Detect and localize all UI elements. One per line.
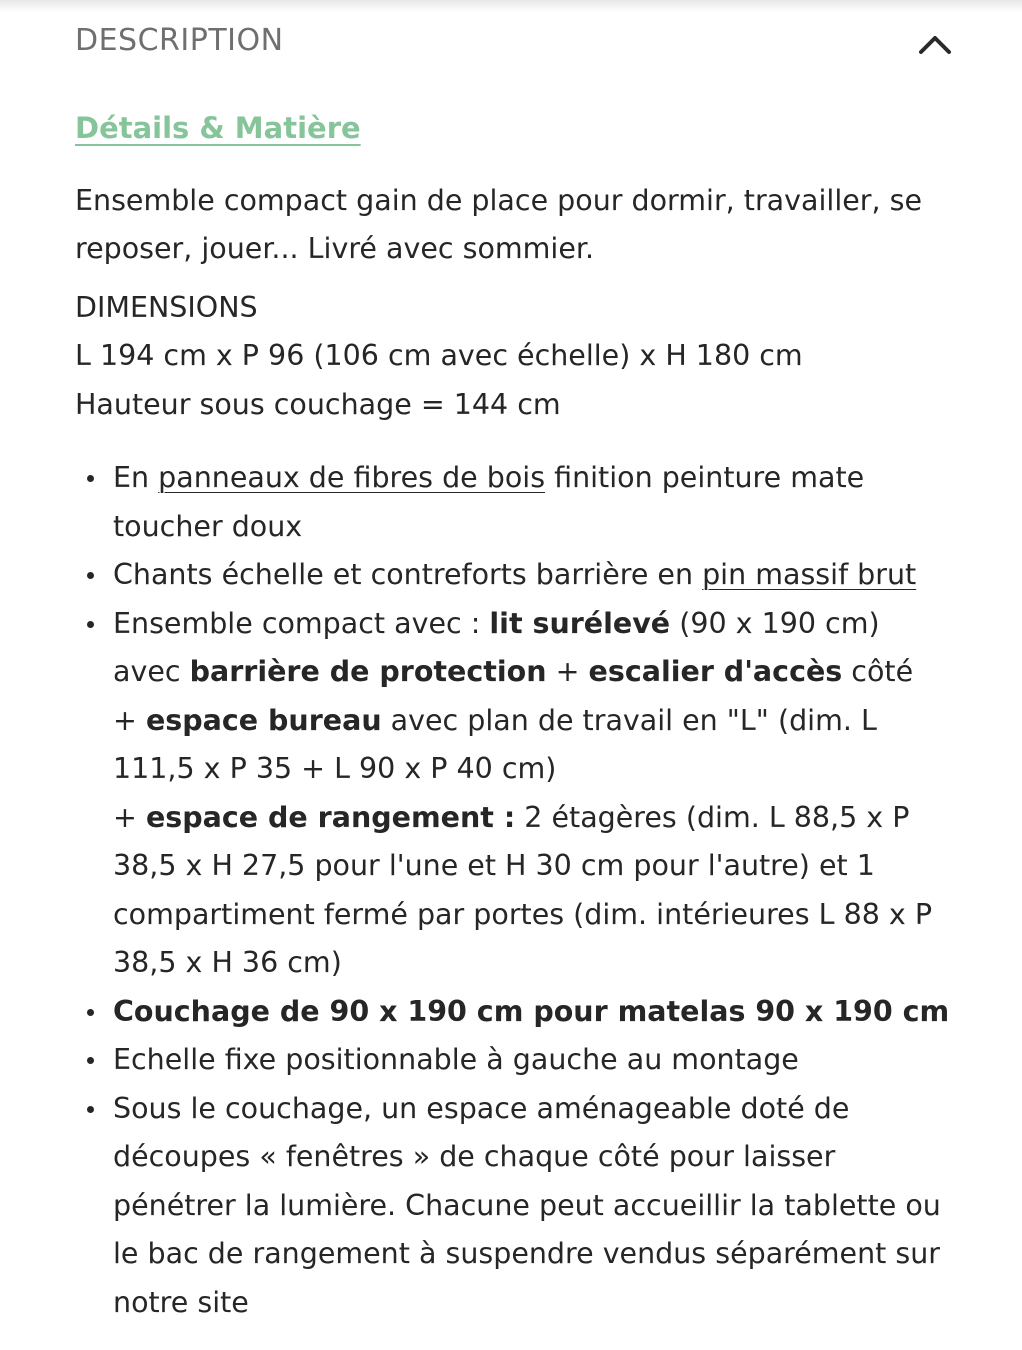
wood-fiber-link[interactable]: panneaux de fibres de bois xyxy=(158,461,546,494)
feature-text: finition peinture mate toucher doux xyxy=(113,461,865,543)
list-item xyxy=(113,1036,955,1085)
list-item xyxy=(113,551,955,600)
feature-bold: barrière de protection xyxy=(189,655,547,688)
intro-paragraph xyxy=(75,177,955,274)
feature-text: Echelle fixe positionnable à gauche au montage xyxy=(113,1043,799,1076)
top-bar-shadow xyxy=(0,0,1022,12)
intro-line: Ensemble compact gain de place pour dormir, travailler, se xyxy=(75,183,922,217)
list-item xyxy=(113,1085,955,1328)
section-title: DESCRIPTION xyxy=(75,23,284,58)
intro-line: reposer, jouer... Livré avec sommier. xyxy=(75,232,595,265)
feature-text: En xyxy=(113,461,159,494)
features-list xyxy=(75,454,955,1327)
feature-text: Chants échelle et contreforts barrière en xyxy=(113,558,703,591)
list-item xyxy=(113,600,955,988)
details-materiere-link[interactable]: Détails & Matière xyxy=(75,111,361,145)
dimensions-block xyxy=(75,284,955,430)
feature-text: + xyxy=(113,800,146,834)
dimensions-label: DIMENSIONS xyxy=(75,290,258,324)
feature-bold: escalier d'accès xyxy=(588,655,843,688)
solid-pine-link[interactable]: pin massif brut xyxy=(702,558,917,591)
chevron-up-icon[interactable] xyxy=(915,26,955,60)
feature-bold: lit surélevé xyxy=(489,606,671,640)
feature-text: avec plan de travail en "L" (dim. L 111,5 x P 35 + L 90 x P 40 cm) xyxy=(113,703,877,785)
dimensions-under-height: Hauteur sous couchage = 144 cm xyxy=(75,387,561,421)
feature-text: + xyxy=(546,655,589,688)
feature-bold: espace de rangement : xyxy=(145,800,516,834)
description-accordion-header[interactable] xyxy=(75,18,955,68)
feature-text: Ensemble compact avec : xyxy=(113,606,490,640)
description-content xyxy=(75,104,955,1327)
feature-text: côté xyxy=(842,655,914,688)
dimensions-size: L 194 cm x P 96 (106 cm avec échelle) x H 180 cm xyxy=(75,339,803,372)
feature-text: 2 étagères (dim. L 88,5 x P 38,5 x H 27,5 pour l'une et H 30 cm pour l'autre) et 1 compartiment fermé par portes (dim. intérieures L 88 x P 38,5 x H 36 cm) xyxy=(113,800,932,979)
feature-text: + xyxy=(113,703,146,737)
list-item xyxy=(113,988,955,1037)
feature-bold: espace bureau xyxy=(145,703,382,737)
feature-bold: Couchage de 90 x 190 cm pour matelas 90 x 190 cm xyxy=(113,994,950,1028)
list-item xyxy=(113,454,955,551)
feature-text: Sous le couchage, un espace aménageable doté de découpes « fenêtres » de chaque côté pour laisser pénétrer la lumière. Chacune peut accueillir la tablette ou le bac de rangement à suspendre vendus séparément sur notre site xyxy=(113,1091,941,1319)
feature-text: (90 x 190 cm) avec xyxy=(113,606,880,688)
